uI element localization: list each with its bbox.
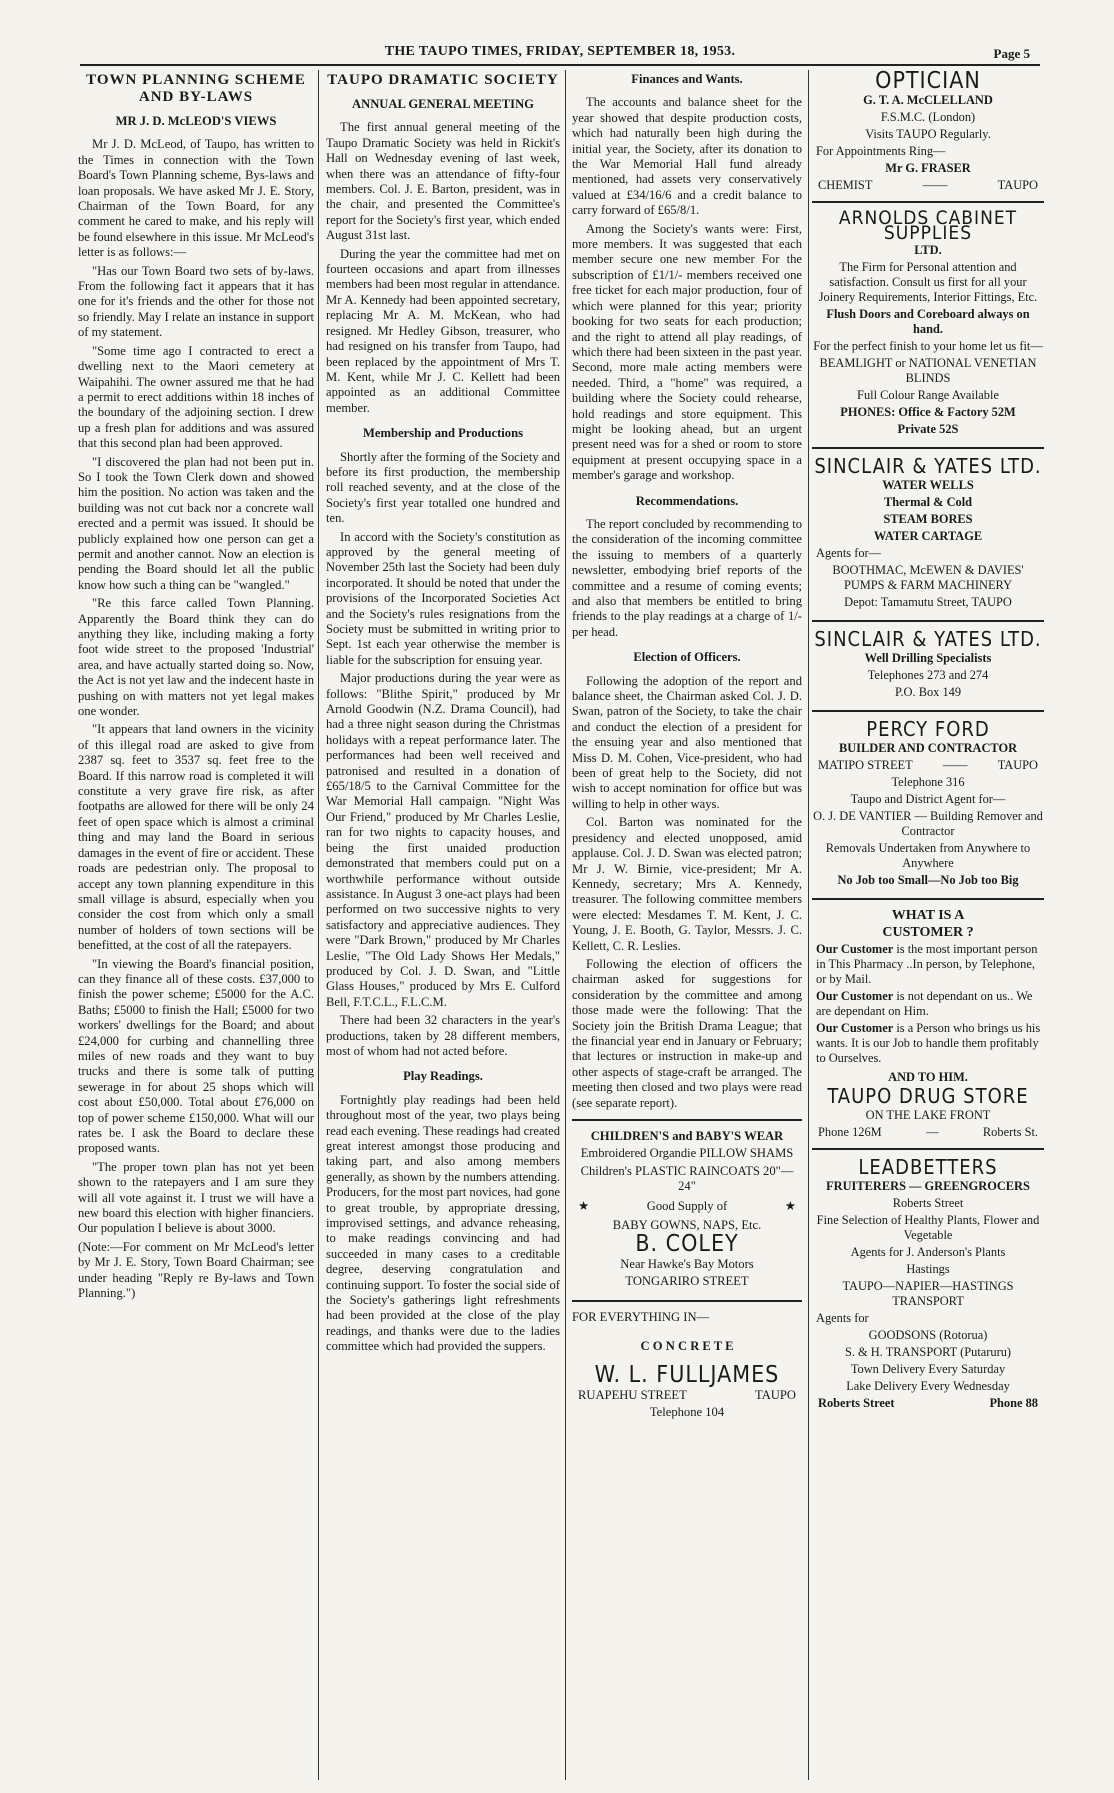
ad-business-name: PERCY FORD — [866, 717, 990, 741]
paragraph: The accounts and balance sheet for the year showed that despite production costs, which had naturally been high during the initial year, the Society, after its donation to the War Memorial Hall fund already mentioned, had assets very conservatively valued at £34/16/6 and a credit balance to carry forward of £65/8/1. — [572, 95, 802, 218]
ad-line: Town Delivery Every Saturday — [850, 1362, 1006, 1376]
ad-line: P.O. Box 149 — [894, 685, 962, 699]
paragraph: Col. Barton was nominated for the presidency and elected unopposed, amid applause. Col. J. D. Swan was elected patron; Mr J. W. Birnie, vice-president; Mr A. Kennedy, secretary; Mrs A. Kennedy, treasurer. The following committee members were elected: Mesdames T. M. Kent, J. C. Young, J. E. Booth, G. Taylor, Messrs. J. C. Kellett, C. R. Leslies. — [572, 815, 802, 953]
ad-line: Agents for — [816, 1311, 869, 1325]
ad-line: For Appointments Ring— — [816, 144, 946, 158]
ad-line: TAUPO — [997, 758, 1038, 772]
ad-leadbetters — [812, 1148, 1044, 1419]
ad-line: Depot: Tamamutu Street, TAUPO — [844, 595, 1012, 609]
ad-line: CHEMIST — [818, 178, 873, 192]
ad-taupo-drug-store — [812, 898, 1044, 1148]
ad-line: FRUITERERS — GREENGROCERS — [826, 1179, 1030, 1193]
article-subhead: ANNUAL GENERAL MEETING — [352, 97, 534, 111]
ad-town: TAUPO — [755, 1387, 796, 1402]
paragraph: Major productions during the year were as follows: "Blithe Spirit," produced by Mr Arnold Goodwin (N.Z. Drama Council), had had a three night season during the Christmas holidays with a repeat performance later. The performances had been well received and patronised and resulted in a donation of £65/18/5 to the Carnival Committee for the War Memorial Hall campaign. "Night Was Our Friend," produced by Mr Charles Leslie, ran for two nights to capacity houses, and being the first unaided production demonstrated that members could put on a worthwhile performance without outside assistance. In August 3 one-act plays had been performed on two successive nights to very satisfactory and appreciative audiences. They were "Dark Brown," produced by Mr Charles Leslie, "The Old Lady Shows Her Medals," produced by Col. J. D. Swan, and "Little Glass Houses," produced by Mrs E. Culford Bell, F.T.C.L., F.L.C.M. — [326, 671, 560, 1009]
ad-line: —— — [942, 758, 968, 772]
ad-line: AND TO HIM. — [888, 1070, 968, 1084]
paragraph: "In viewing the Board's financial position, can they finance all of these costs. £37,000 to finish the power scheme; £5000 for the A.C. Baths; £5000 to finish the Hall; £5000 for two workers' dwellings for the Board; and about £24,000 for curbing and channelling three miles of new roads and they want to buy trucks and there is some talk of putting sewerage in for about 25 shops which will cost about £50,000. Total about £76,000 on top of power scheme £150,000. What will our rates be. I ask the Board to declare these proposed wants. — [78, 956, 314, 1156]
ad-line: S. & H. TRANSPORT (Putaruru) — [844, 1345, 1012, 1359]
paragraph: "It appears that land owners in the vicinity of this illegal road are asked to give from 2387 sq. feet to 3537 sq. feet free to the Board. If this narrow road is completed it will constitute a very grave fire risk, as after footpaths are allowed for there will be only 24 feet of open space which is almost a criminal thing and may land the Board in serious damages in the event of fire or accident. These roads are pedestrian only. The proposal to accept any town planning expenditure in this small village is absurd, especially when you consider the cost from which only a small number of holders of town sections will be benefitted, at the cost of all the ratepayers. — [78, 722, 314, 953]
ad-line: The Firm for Personal attention and satisfaction. Consult us first for all your Joinery Requirements, Interior Fittings, Etc. — [818, 260, 1038, 304]
ad-line: Children's PLASTIC RAINCOATS 20"—24" — [580, 1163, 794, 1194]
section-heading: Finances and Wants. — [631, 72, 743, 86]
ad-line: Hastings — [906, 1262, 950, 1276]
ad-line: Full Colour Range Available — [857, 388, 999, 402]
ad-line: Private 52S — [897, 422, 959, 436]
ad-business-name: ARNOLDS CABINET SUPPLIES — [838, 207, 1018, 244]
ad-line: BUILDER AND CONTRACTOR — [838, 741, 1018, 755]
ad-line: CUSTOMER ? — [882, 925, 974, 940]
ad-line: BABY GOWNS, NAPS, Etc. — [612, 1218, 762, 1233]
article-town-planning — [78, 70, 314, 1304]
ad-line: TAUPO — [997, 178, 1038, 192]
ad-percy-ford — [812, 710, 1044, 898]
ad-line: Phone 88 — [989, 1396, 1038, 1410]
editor-note: (Note:—For comment on Mr McLeod's letter by Mr J. E. Story, Town Board Chairman; see under heading "Reply re By-laws and Town Planning.") — [78, 1239, 314, 1301]
ad-line: Telephones 273 and 274 — [867, 668, 989, 682]
ad-line: GOODSONS (Rotorua) — [868, 1328, 988, 1342]
ad-line: Lake Delivery Every Wednesday — [846, 1379, 1010, 1393]
ad-business-name: SINCLAIR & YATES LTD. — [814, 627, 1042, 651]
paragraph: Mr J. D. McLeod, of Taupo, has written to the Times in connection with the Town Board's Town Planning scheme, Bys-laws and loan proposals. We have asked Mr J. E. Story, Chairman of the Town Board, for any comment he cared to make, and his reply will be found elsewhere in this issue. Mr McLeod's letter is as follows:— — [78, 137, 314, 260]
ad-business-name: W. L. FULLJAMES — [594, 1362, 780, 1389]
article-headline: TAUPO DRAMATIC SOCIETY — [327, 72, 559, 88]
ad-line: Our Customer — [816, 942, 894, 956]
ad-line: Fine Selection of Healthy Plants, Flower and Vegetable — [816, 1213, 1040, 1242]
ad-line: WATER CARTAGE — [873, 529, 983, 543]
ad-line: WATER WELLS — [882, 478, 974, 492]
ad-line: — — [926, 1125, 939, 1139]
paragraph: Shortly after the forming of the Society and before its first production, the membership roll reached seventy, and at the close of the Society's first year totalled one hundred and ten. — [326, 449, 560, 526]
ad-line: Taupo and District Agent for— — [850, 792, 1006, 806]
ad-line: is the most important person in This Pharmacy ..In person, by Telephone, or by Mail. — [816, 942, 1038, 986]
paragraph: "Re this farce called Town Planning. Apparently the Board think they can do anything they like, including making a forty foot wide street to the proposed 'Industrial' area, and have actually started doing so. Now, the Act is not yet law and the indecent haste in pushing on with matters not yet legal makes one wonder. — [78, 596, 314, 719]
ad-line: F.S.M.C. (London) — [880, 110, 976, 124]
ad-line: TAUPO—NAPIER—HASTINGS TRANSPORT — [842, 1279, 1014, 1308]
paragraph: "I discovered the plan had not been put in. So I took the Town Clerk down and showed him the position. No action was taken and the building was not cut back nor a concrete wall erected and a permit was issued. It should be publicly explained how one person can get a permit and another cannot. Now an election is pending the Board should let all the public know how such a thing can be "wangled." — [78, 454, 314, 592]
ad-line: BEAMLIGHT or NATIONAL VENETIAN BLINDS — [819, 356, 1037, 385]
ad-line: STEAM BORES — [883, 512, 973, 526]
paragraph: In accord with the Society's constitution as approved by the general meeting of November 25th last the Society had been duly incorporated. It should be noted that under the provisions of the Incorporated Societies Act and the Society's rules resignations from the Society must be submitted in writing prior to Sept. 1st each year otherwise the member is liable for the subscription for ensuing year. — [326, 529, 560, 667]
ad-line: MATIPO STREET — [818, 758, 913, 772]
ad-heading: CHILDREN'S and BABY'S WEAR — [590, 1129, 784, 1143]
paragraph: The first annual general meeting of the Taupo Dramatic Society was held in Rickit's Hall on Wednesday evening of last week, when there was an attendance of fifty-four members. Col. J. E. Barton, president, was in the chair, and presented the Committee's report for the Society's first year, which ended August 31st last. — [326, 120, 560, 243]
star-icon: ★ — [784, 1198, 796, 1213]
column-rule — [318, 70, 319, 1780]
ad-line: Agents for— — [816, 546, 882, 560]
ad-fulljames — [572, 1300, 802, 1431]
ad-business-name: SINCLAIR & YATES LTD. — [814, 454, 1042, 478]
paragraph: The report concluded by recommending to the consideration of the incoming committee the issuing to members of a quarterly newsletter, embodying brief reports of the committee and a resume of coming events; and also that members be entitled to bring friends to the play readings at a charge of 1/- per head. — [572, 516, 802, 639]
paragraph: "Has our Town Board two sets of by-laws. From the following fact it appears that it has one for it's friends and the other for those not so friendly. May I relate an instance in support of my statement. — [78, 263, 314, 340]
ad-phone: Telephone 104 — [649, 1405, 725, 1420]
ad-sinclair-yates-drilling — [812, 620, 1044, 710]
paragraph: "Some time ago I contracted to erect a dwelling next to the Maori cemetery at Waipahihi. The owner assured me that he had a permit to erect additions within 18 inches of the boundary of the adjoining section. I drew up a fresh plan for additions and was assured that this second plan had been approved. — [78, 343, 314, 451]
ad-line: TONGARIRO STREET — [625, 1274, 749, 1289]
paragraph: Among the Society's wants were: First, more members. It was suggested that each member secure one new member For the subscription of £1/1/- members received one free ticket for each major production, four of which were planned for this year; priority booking for two seats for each production; and the right to attend all play readings, of which there had been sixteen in the past year. Second, more male acting members were needed. Third, a "home" was required, a building where the Society could rehearse, hold readings and store equipment. This might be looking ahead, but an urgent present need was for a shed or room to store equipment at present occupying space in a member's garage and workshop. — [572, 221, 802, 483]
ad-line: ON THE LAKE FRONT — [865, 1108, 991, 1122]
paragraph: Fortnightly play readings had been held throughout most of the year, two plays being read each evening. These readings had created great interest amongst those producing and taking part, and also among members generally, as shown by the numbers attending. Producers, for the most part novices, had gone to great trouble, by appropriate dressing, improvised settings, and advance reheasing, to make readings convincing and had succeeded in many cases to a creditable degree, deserving congratulation and continuing support. To foster the social side of the Society's gatherings light refreshments had been provided at the close of the play readings, and thanks were due to the ladies committee which had provided the suppers. — [326, 1092, 560, 1354]
ad-line: FOR EVERYTHING IN— — [572, 1309, 710, 1324]
column-rule — [565, 70, 566, 1780]
ad-line: C O N C R E T E — [640, 1339, 734, 1354]
ad-line: Embroidered Organdie PILLOW SHAMS — [580, 1146, 794, 1161]
ad-line: Flush Doors and Coreboard always on hand. — [826, 307, 1030, 336]
ad-business-name: TAUPO DRUG STORE — [827, 1084, 1029, 1108]
star-icon: ★ — [578, 1198, 590, 1213]
ad-optician — [812, 68, 1044, 201]
ad-line: Agents for J. Anderson's Plants — [850, 1245, 1006, 1259]
column-rule — [808, 70, 809, 1780]
section-heading: Recommendations. — [635, 493, 739, 508]
masthead-title: THE TAUPO TIMES, FRIDAY, SEPTEMBER 18, 1953. — [384, 44, 736, 59]
section-heading: Election of Officers. — [633, 650, 741, 665]
ad-line: BOOTHMAC, McEWEN & DAVIES' PUMPS & FARM MACHINERY — [832, 563, 1024, 592]
paragraph: Following the adoption of the report and balance sheet, the Chairman asked Col. J. D. Swan, patron of the Society, to take the chair and conduct the election of a president for the ensuing year and also mentioned that Miss D. M. Cohen, Vice-president, who had been of great help to the Society, did not wish to accept nomination for office but was willing to help in other ways. — [572, 673, 802, 811]
ad-line: Visits TAUPO Regularly. — [865, 127, 991, 141]
article-dramatic-society — [326, 70, 560, 1358]
article-dramatic-society-cont — [572, 70, 802, 1431]
ad-line: is not dependant on us.. We are dependant on Him. — [816, 989, 1033, 1018]
ad-line: Mr G. FRASER — [885, 161, 971, 175]
ad-line: PHONES: Office & Factory 52M — [840, 405, 1016, 419]
ad-line: No Job too Small—No Job too Big — [837, 873, 1019, 887]
ad-line: Our Customer — [816, 989, 894, 1003]
ad-business-name: B. COLEY — [635, 1231, 739, 1258]
paragraph: Following the election of officers the chairman asked for suggestions for consideration by the committee and among those made were the following: That the Society join the British Drama League; that the financial year end in January or February; that lectures or instruction in make-up and other aspects of stage-craft be arranged. The meeting then closed and two plays were read (see separate report). — [572, 956, 802, 1110]
ad-line: O. J. DE VANTIER — Building Remover and Contractor — [813, 809, 1043, 838]
ad-line: For the perfect finish to your home let us fit— — [813, 339, 1043, 353]
ad-line: Roberts St. — [982, 1125, 1038, 1139]
ad-line: Thermal & Cold — [883, 495, 973, 509]
section-heading: Membership and Productions — [362, 426, 523, 441]
ads-column — [812, 70, 1044, 1419]
ad-line: G. T. A. McCLELLAND — [863, 93, 993, 107]
ad-sinclair-yates — [812, 447, 1044, 620]
ad-line: Well Drilling Specialists — [864, 651, 992, 665]
paragraph: During the year the committee had met on fourteen occasions and apart from illnesses members had been most regular in attendance. Mr A. Kennedy had been appointed secretary, replacing Mr A. M. McKean, who had resigned. Mr Hedley Gibson, treasurer, who had resigned on his transfer from Taupo, had been replaced by the appointment of Mrs T. M. Kent, while Mr J. C. Kellett had been appointed as an additional Committee member. — [326, 246, 560, 415]
ad-line: Telephone 316 — [891, 775, 965, 789]
article-headline: TOWN PLANNING SCHEME AND BY-LAWS — [86, 72, 306, 105]
ad-street: RUAPEHU STREET — [578, 1387, 687, 1402]
section-heading: Play Readings. — [403, 1069, 483, 1084]
ad-line: —— — [922, 178, 948, 192]
ad-line: Our Customer — [816, 1021, 894, 1035]
paragraph: There had been 32 characters in the year's productions, taken by 28 different members, most of whom had not acted before. — [326, 1013, 560, 1058]
page-number: Page 5 — [993, 46, 1030, 61]
ad-arnolds — [812, 201, 1044, 447]
ad-line: WHAT IS A — [891, 908, 965, 923]
ad-line: Phone 126M — [818, 1125, 882, 1139]
ad-coley — [572, 1119, 802, 1300]
ad-business-name: OPTICIAN — [875, 68, 981, 94]
ad-line: LTD. — [914, 243, 942, 257]
ad-line: Near Hawke's Bay Motors — [620, 1256, 754, 1271]
ad-business-name: LEADBETTERS — [858, 1155, 998, 1179]
ad-line: Roberts Street — [818, 1396, 895, 1410]
ad-line: Removals Undertaken from Anywhere to Anywhere — [825, 841, 1031, 870]
masthead — [80, 38, 1040, 66]
paragraph: "The proper town plan has not yet been shown to the ratepayers and I am sure they will all vote against it. I trust we will have a new board this election with higher financiers. Our population I believe is about 3000. — [78, 1159, 314, 1236]
ad-line: Good Supply of — [646, 1198, 728, 1213]
ad-line: Roberts Street — [892, 1196, 964, 1210]
ad-line: is a Person who brings us his wants. It is our Job to handle them profitably to Ourselves. — [816, 1021, 1041, 1065]
article-subhead: MR J. D. McLEOD'S VIEWS — [115, 114, 277, 128]
